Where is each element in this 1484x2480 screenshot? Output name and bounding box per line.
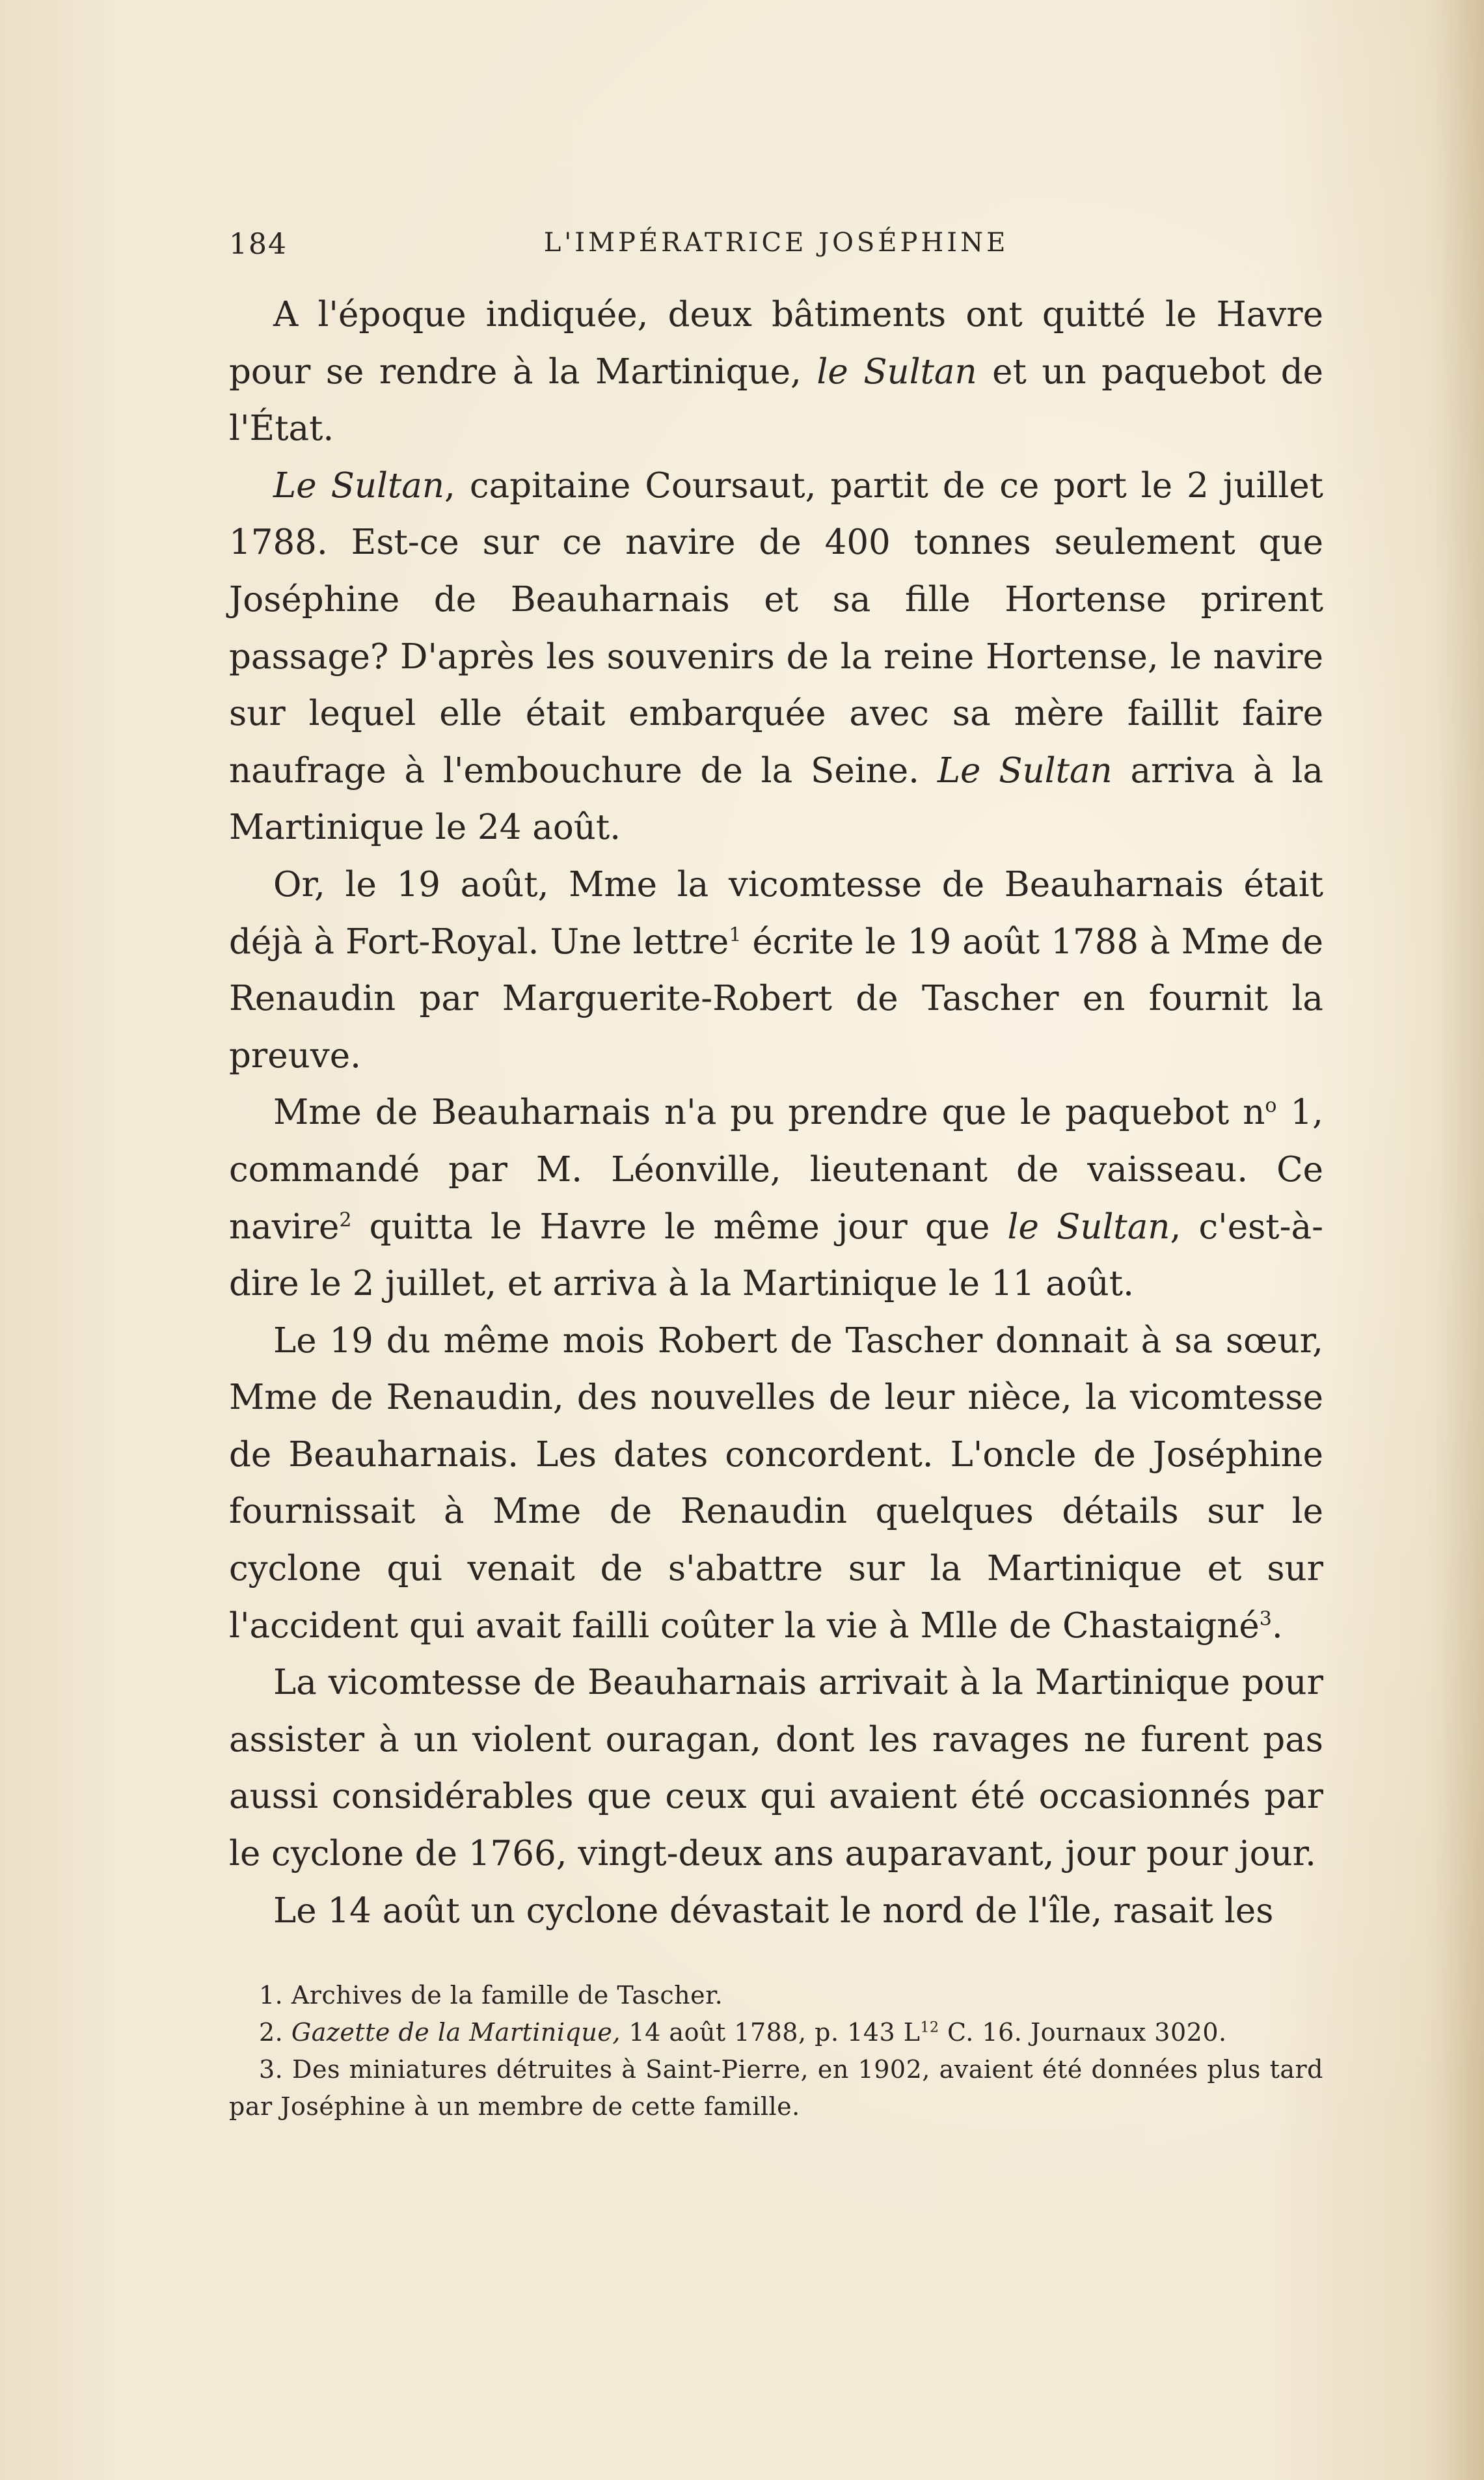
page-number: 184 [229,228,288,261]
paragraph-4-text-a: Mme de Beauharnais n'a pu prendre que le paquebot n [273,1093,1265,1133]
footnote-2-number: 2. [259,2018,291,2047]
page-header [229,228,1323,260]
ship-name-italic: le Sultan [1007,1206,1170,1247]
ship-name-italic: le Sultan [816,351,977,392]
paragraph-1-text-a: A l'époque indiquée, deux bâtiments ont quitté le Havre pour se rendre à la Martinique, [229,295,1323,392]
paragraph-1-text-c: et un paquebot de l'État. [229,351,1324,449]
paragraph-2-text-b: , capitaine Coursaut, partit de ce port le 2 juillet 1788. Est-ce sur ce navire de 400 tonnes seulement que Joséphine de Beauharnais et sa fille Hortense prirent passage? D'après les souvenirs de la reine Hortense, le navire sur lequel elle était embarquée avec sa mère faillit faire naufrage à l'embouchure de la Seine. [229,465,1323,791]
paragraph-3-text-a: Or, le 19 août, Mme la vicomtesse de Beauharnais était déjà à Fort-Royal. Une lettre [229,864,1323,962]
ship-name-italic: Le Sultan [937,750,1113,791]
footnote-1: 1. Archives de la famille de Tascher. [259,1981,723,2010]
footnote-ref-1: 1 [729,923,742,946]
footnote-2-superscript: 12 [920,2019,939,2036]
paragraph-6: La vicomtesse de Beauharnais arrivait à la Martinique pour assister à un violent ouragan, dont les ravages ne furent pas aussi considérables que ceux qui avaient été occasionnés par le cyclone de 1766, vingt-deux ans auparavant, jour pour jour. [229,1663,1323,1874]
footnote-ref-3: 3 [1259,1607,1272,1630]
page-edge-shadow [1425,0,1484,2480]
paragraph-2-text-d: arriva à la Martinique le 24 août. [229,750,1323,848]
paragraph-4-text-e: , c'est-à-dire le 2 juillet, et arriva à la Martinique le 11 août. [229,1206,1323,1304]
paragraph-2 [229,457,1323,856]
paragraph-1 [229,286,1323,457]
paragraph-5 [229,1313,1323,1655]
footnote-2-text-b: C. 16. Journaux 3020. [939,2018,1227,2047]
footnote-2-publication: Gazette de la Martinique, [291,2018,621,2047]
footnote-ref-2: 2 [339,1208,352,1231]
numero-superscript: o [1265,1094,1277,1117]
paragraph-3 [229,856,1323,1084]
paragraph-4 [229,1084,1323,1312]
paragraph-3-text-b: écrite le 19 août 1788 à Mme de Renaudin par Marguerite-Robert de Tascher en fournit la preuve. [229,921,1323,1076]
paragraph-4-text-b: 1, commandé par M. Léonville, lieutenant de vaisseau. Ce navire [229,1093,1323,1247]
paragraph-7: Le 14 août un cyclone dévastait le nord de l'île, rasait les [273,1890,1274,1931]
body-text [229,286,1323,1939]
footnotes [229,1977,1323,2125]
running-title: L'IMPÉRATRICE JOSÉPHINE [543,228,1009,258]
footnote-2 [229,2014,1323,2051]
footnote-3: 3. Des miniatures détruites à Saint-Pierre, en 1902, avaient été données plus tard par Joséphine à un membre de cette famille. [229,2055,1323,2121]
ship-name-italic: Le Sultan [273,465,445,506]
paragraph-5-text-a: Le 19 du même mois Robert de Tascher donnait à sa sœur, Mme de Renaudin, des nouvelles de leur nièce, la vicomtesse de Beauharnais. Les dates concordent. L'oncle de Joséphine fournissait à Mme de Renaudin quelques détails sur le cyclone qui venait de s'abattre sur la Martinique et sur l'accident qui avait failli coûter la vie à Mlle de Chastaigné [229,1320,1323,1646]
paragraph-5-text-b: . [1271,1605,1283,1646]
footnote-2-text-a: 14 août 1788, p. 143 L [620,2018,921,2047]
paragraph-4-text-c: quitta le Havre le même jour que [351,1206,1008,1247]
